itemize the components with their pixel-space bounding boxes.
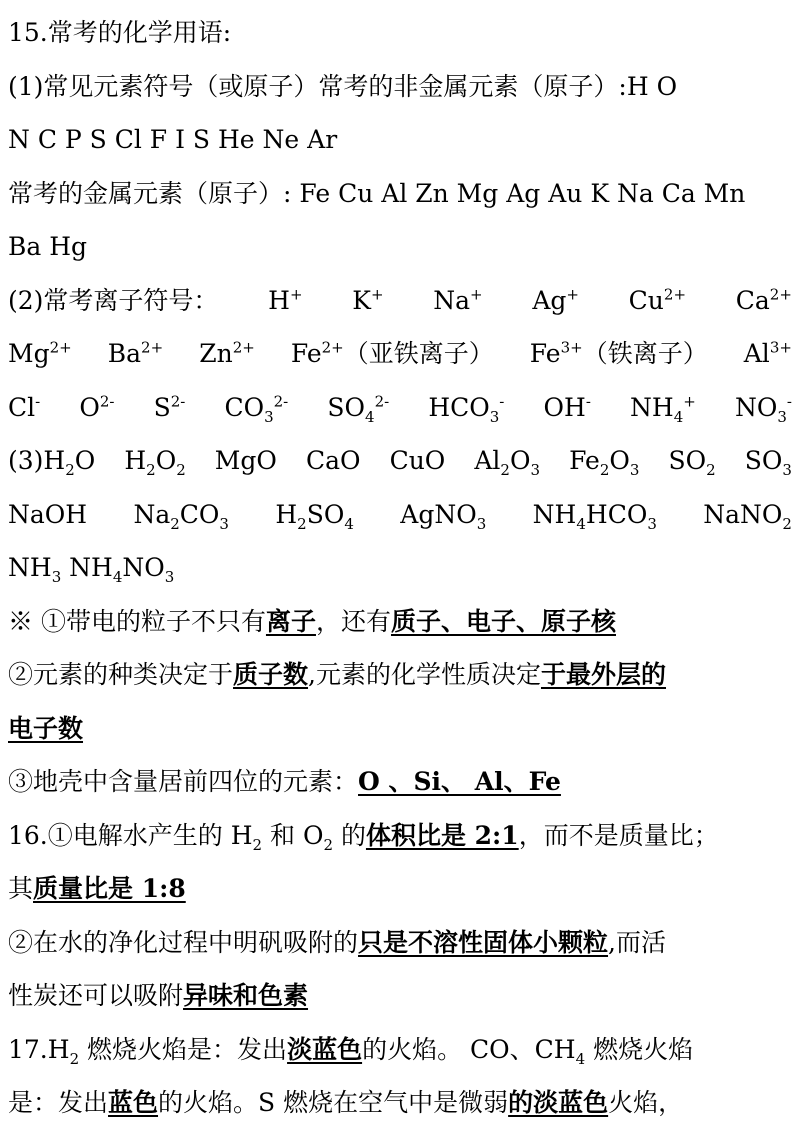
chem-subscript: 3 <box>164 568 175 586</box>
line-content <box>8 179 745 208</box>
formula-sub-1 <box>297 500 307 533</box>
text-run: SO <box>668 446 707 475</box>
formula-sup-1 <box>141 339 163 368</box>
chem-subscript: 3 <box>476 514 487 533</box>
chem-subscript: 2 <box>252 835 263 854</box>
text-run: SO <box>327 392 366 422</box>
text-run: （亚铁离子） <box>343 339 494 368</box>
chem-supscript: - <box>585 392 591 411</box>
text-line-l2 <box>8 113 792 167</box>
emphasized-text: 只是不溶性固体小颗粒 <box>358 927 609 957</box>
chem-supscript: 2+ <box>321 338 344 357</box>
chem-supscript: 2- <box>99 392 115 411</box>
text-run: MgO <box>214 446 277 475</box>
chem-subscript: 2 <box>176 461 186 479</box>
formula-sup-1 <box>566 286 579 315</box>
formula-sup-2 <box>683 393 696 422</box>
text-run: 的火焰。S 燃烧在空气中是微弱 <box>158 1088 509 1117</box>
formula-item <box>669 434 716 488</box>
formula-item <box>215 434 277 488</box>
text-run: O <box>509 446 531 475</box>
text-run: HCO <box>428 392 490 422</box>
formula-sub-3 <box>219 500 229 533</box>
text-run: NH <box>61 553 113 582</box>
line-sub-1 <box>51 553 62 586</box>
text-line-l9 <box>8 488 792 542</box>
formula-sup-1 <box>100 393 115 422</box>
formula-item <box>474 434 540 488</box>
text-run: O <box>79 392 100 422</box>
formula-item <box>390 434 446 488</box>
formula-item <box>533 488 657 542</box>
formula-sub-1 <box>706 446 716 479</box>
emphasized-text: 质量比是 1:8 <box>33 874 186 903</box>
chem-subscript: 2 <box>500 461 510 479</box>
formula-sup-1 <box>586 393 591 422</box>
line-content <box>8 232 87 261</box>
formula-item <box>79 381 114 435</box>
text-run: Zn <box>199 339 233 368</box>
chem-subscript: 3 <box>530 461 541 479</box>
formula-sub-1 <box>599 446 610 479</box>
emphasized-text: 体积比是 2:1 <box>365 820 519 850</box>
formula-sub-1 <box>476 500 487 533</box>
formula-item <box>530 327 708 381</box>
formula-item <box>275 488 354 542</box>
text-run: SO <box>306 499 345 529</box>
text-run: 16.①电解水产生的 H <box>8 820 253 850</box>
text-line-l14 <box>8 755 792 809</box>
formula-item <box>224 381 288 435</box>
chem-subscript: 3 <box>777 407 787 426</box>
chem-supscript: + <box>566 285 579 304</box>
formula-sub-3 <box>629 446 640 479</box>
text-run: 17.H <box>8 1034 70 1064</box>
text-line-title-15 <box>8 6 792 60</box>
chem-supscript: 2+ <box>769 285 792 304</box>
text-run: O <box>155 446 177 475</box>
formula-item <box>8 274 218 328</box>
chem-supscript: 2+ <box>141 338 164 357</box>
formula-sub-1 <box>365 393 375 426</box>
emphasized-text: 淡蓝色 <box>287 1034 363 1064</box>
formula-sub-1 <box>576 500 586 533</box>
chem-supscript: 3+ <box>769 338 792 357</box>
text-run: 15.常考的化学用语: <box>8 18 232 47</box>
formula-sub-3 <box>176 446 186 479</box>
line-sub-1 <box>252 821 263 854</box>
formula-sup-1 <box>561 339 583 368</box>
text-run: (3)H <box>8 446 66 475</box>
formula-sub-1 <box>777 393 787 426</box>
formula-sup-1 <box>35 393 40 422</box>
text-run: 性炭还可以吸附 <box>8 981 184 1010</box>
text-run: OH <box>543 392 586 422</box>
line-sub-5 <box>164 553 175 586</box>
chem-subscript: 2 <box>297 514 307 533</box>
chem-subscript: 3 <box>489 407 500 426</box>
line-content <box>8 981 308 1010</box>
text-run: O <box>609 446 630 475</box>
text-run: SO <box>744 446 783 475</box>
formula-item <box>306 434 361 488</box>
line-content <box>8 125 337 154</box>
formula-sup-1 <box>50 339 72 368</box>
text-run: ②在水的净化过程中明矾吸附的 <box>8 927 359 957</box>
emphasized-text: 质子数 <box>233 660 309 689</box>
text-run: Cl <box>8 392 36 422</box>
line-content <box>8 72 677 101</box>
chem-subscript: 3 <box>219 514 229 533</box>
text-run: O <box>74 446 96 475</box>
formula-sup-1 <box>171 393 186 422</box>
emphasized-text: 于最外层的 <box>540 660 666 689</box>
formula-item <box>736 274 792 328</box>
text-line-l1 <box>8 60 792 114</box>
text-run: ③地壳中含量居前四位的元素： <box>8 767 359 796</box>
formula-item <box>352 274 383 328</box>
chem-supscript: + <box>370 285 384 304</box>
formula-sub-1 <box>146 446 156 479</box>
chem-subscript: 4 <box>344 514 354 533</box>
chem-subscript: 2 <box>323 835 333 854</box>
chem-supscript: 2- <box>273 392 289 411</box>
formula-sup-1 <box>470 286 483 315</box>
formula-item <box>544 381 591 435</box>
formula-sub-1 <box>65 446 75 479</box>
text-line-l13 <box>8 702 792 756</box>
formula-sup-1 <box>322 339 344 368</box>
formula-item <box>8 434 95 488</box>
formula-item <box>199 327 255 381</box>
text-run: NH <box>8 553 52 582</box>
text-line-l7 <box>8 381 792 435</box>
text-run: Cu <box>628 285 664 315</box>
chem-supscript: + <box>289 285 303 304</box>
text-run: ,而活 <box>608 927 666 957</box>
line-content <box>8 874 186 903</box>
line-sub-3 <box>112 553 123 586</box>
chem-subscript: 2 <box>146 461 156 479</box>
formula-item <box>133 488 229 542</box>
text-run: Ca <box>735 285 770 315</box>
formula-sub-1 <box>170 500 180 533</box>
line-content <box>8 767 561 796</box>
emphasized-text: 的淡蓝色 <box>508 1088 609 1117</box>
text-line-l15 <box>8 809 792 863</box>
formula-item <box>8 381 40 435</box>
chem-supscript: - <box>35 392 41 411</box>
text-line-l20 <box>8 1076 792 1130</box>
chem-subscript: 4 <box>673 407 684 426</box>
text-run: CaO <box>305 446 361 475</box>
formula-item <box>569 434 639 488</box>
formula-sup-1 <box>770 286 792 315</box>
text-run: H <box>268 285 290 315</box>
text-run: Al <box>743 339 770 368</box>
chem-subscript: 2 <box>706 461 716 479</box>
formula-item <box>124 434 185 488</box>
formula-sup-1 <box>770 339 792 368</box>
text-run: AgNO <box>400 499 477 529</box>
emphasized-text: 离子 <box>265 606 316 636</box>
formula-sup-1 <box>290 286 303 315</box>
emphasized-text: 质子、电子、原子核 <box>390 606 616 636</box>
text-run: Na <box>133 499 171 529</box>
chem-subscript: 3 <box>647 514 657 533</box>
formula-item <box>630 381 696 435</box>
text-run: H <box>275 499 298 529</box>
chem-supscript: - <box>786 392 792 411</box>
chem-supscript: 2+ <box>663 285 687 304</box>
formula-sub-1 <box>673 393 684 426</box>
text-line-l3 <box>8 167 792 221</box>
chem-supscript: 2- <box>374 392 390 411</box>
text-run: CO <box>179 499 220 529</box>
text-line-l18 <box>8 969 792 1023</box>
line-content <box>8 928 666 957</box>
formula-item <box>400 488 486 542</box>
formula-sub-1 <box>500 446 510 479</box>
text-run: NH <box>630 392 674 422</box>
formula-item <box>703 488 792 542</box>
chem-supscript: - <box>499 392 505 411</box>
line-sub-5 <box>575 1035 586 1068</box>
text-run: S <box>153 392 171 422</box>
text-run: Ag <box>532 285 567 315</box>
text-run: CuO <box>389 446 446 475</box>
text-run: NaNO <box>703 499 783 529</box>
formula-sub-3 <box>344 500 354 533</box>
formula-sub-1 <box>489 393 500 426</box>
chem-subscript: 3 <box>51 568 62 586</box>
line-sub-1 <box>69 1035 80 1068</box>
text-run: N C P S Cl F I S He Ne Ar <box>8 125 338 154</box>
line-content <box>8 660 666 689</box>
line-content <box>8 714 83 743</box>
formula-sub-3 <box>530 446 541 479</box>
formula-item <box>154 381 186 435</box>
text-line-l10 <box>8 541 792 595</box>
line-content <box>8 18 231 47</box>
emphasized-text: 异味和色素 <box>183 981 309 1010</box>
text-run: ，还有 <box>315 606 391 636</box>
text-run: ②元素的种类决定于 <box>8 660 234 689</box>
text-line-l8 <box>8 434 792 488</box>
text-run: CO <box>224 392 265 422</box>
chem-subscript: 4 <box>575 1049 586 1068</box>
formula-item <box>744 327 792 381</box>
chem-supscript: 2+ <box>232 338 255 357</box>
formula-sub-1 <box>264 393 274 426</box>
formula-sub-1 <box>782 446 792 479</box>
line-content <box>8 1034 694 1068</box>
chem-supscript: 3+ <box>560 338 583 357</box>
text-run: ，而不是质量比； <box>518 820 719 850</box>
text-run: NO <box>734 392 778 422</box>
chem-supscript: 2+ <box>49 338 72 357</box>
formula-item <box>433 274 482 328</box>
text-run: Fe <box>569 446 600 475</box>
text-line-l17 <box>8 916 792 970</box>
formula-sup-1 <box>371 286 384 315</box>
formula-sub-3 <box>647 500 657 533</box>
text-run: (1)常见元素符号（或原子）常考的非金属元素（原子）:H O <box>8 71 678 101</box>
text-run: 的火焰。 CO、CH <box>362 1034 576 1064</box>
emphasized-text: 电子数 <box>8 713 84 743</box>
chem-subscript: 3 <box>264 407 274 426</box>
line-content <box>8 553 175 586</box>
text-run: Al <box>474 446 501 475</box>
text-run: Na <box>433 285 471 315</box>
chem-supscript: + <box>470 285 483 304</box>
text-run: K <box>352 285 371 315</box>
text-line-l11 <box>8 595 792 649</box>
text-line-l4 <box>8 220 792 274</box>
formula-sub-1 <box>782 500 792 533</box>
text-run: （铁离子） <box>582 339 708 368</box>
text-line-l16 <box>8 862 792 916</box>
chem-subscript: 2 <box>69 1049 80 1068</box>
text-run: NH <box>532 499 577 529</box>
text-run: 燃烧火焰是：发出 <box>79 1034 288 1064</box>
emphasized-text: 蓝色 <box>108 1088 159 1117</box>
text-run: 常考的金属元素（原子）: Fe Cu Al Zn Mg Ag Au K Na Ca Mn <box>8 178 746 208</box>
chem-subscript: 2 <box>782 514 792 533</box>
formula-item <box>268 274 302 328</box>
formula-sup-2 <box>787 393 792 422</box>
formula-item <box>735 381 792 435</box>
text-line-l19 <box>8 1023 792 1077</box>
formula-item <box>8 488 87 542</box>
text-run: H <box>124 446 147 475</box>
text-run: NaOH <box>8 499 88 529</box>
text-run: Ba Hg <box>8 232 88 261</box>
chem-subscript: 2 <box>170 514 180 533</box>
text-run: 是：发出 <box>8 1088 109 1117</box>
text-run: NO <box>122 553 165 582</box>
text-line-l12 <box>8 648 792 702</box>
text-run: 火焰， <box>608 1088 684 1117</box>
chem-supscript: 2- <box>170 392 186 411</box>
chem-subscript: 3 <box>629 461 640 479</box>
text-run: 其 <box>8 874 34 903</box>
text-run: 和 O <box>262 820 324 850</box>
formula-item <box>327 381 389 435</box>
chem-subscript: 2 <box>65 461 75 479</box>
formula-sup-2 <box>274 393 289 422</box>
text-run: Mg <box>8 339 50 368</box>
chem-subscript: 4 <box>365 407 375 426</box>
chem-subscript: 3 <box>782 461 792 479</box>
formula-sup-1 <box>664 286 686 315</box>
chem-subscript: 4 <box>112 568 123 586</box>
chem-subscript: 2 <box>599 461 610 479</box>
emphasized-text: O 、Si、 Al、Fe <box>358 767 561 796</box>
line-content <box>8 820 719 854</box>
text-run: 燃烧火焰 <box>585 1034 694 1064</box>
formula-sup-1 <box>233 339 255 368</box>
text-line-l5 <box>8 274 792 328</box>
formula-item <box>108 327 163 381</box>
text-run: 的 <box>333 820 366 850</box>
formula-sup-2 <box>375 393 390 422</box>
text-run: (2)常考离子符号： <box>8 285 219 315</box>
text-run: ※ ①带电的粒子不只有 <box>8 606 266 636</box>
line-content <box>8 1088 683 1117</box>
formula-item <box>532 274 579 328</box>
text-run: HCO <box>585 499 648 529</box>
line-sub-3 <box>323 821 333 854</box>
line-content <box>8 607 616 636</box>
chem-subscript: 4 <box>576 514 586 533</box>
formula-item <box>629 274 686 328</box>
text-run: Fe <box>290 339 322 368</box>
chem-supscript: + <box>683 392 696 411</box>
text-run: ,元素的化学性质决定 <box>308 660 541 689</box>
formula-sup-2 <box>499 393 504 422</box>
formula-item <box>291 327 494 381</box>
text-run: Ba <box>107 339 142 368</box>
formula-item <box>8 327 72 381</box>
formula-item <box>745 434 792 488</box>
text-run: Fe <box>529 339 561 368</box>
text-line-l6 <box>8 327 792 381</box>
formula-item <box>428 381 504 435</box>
